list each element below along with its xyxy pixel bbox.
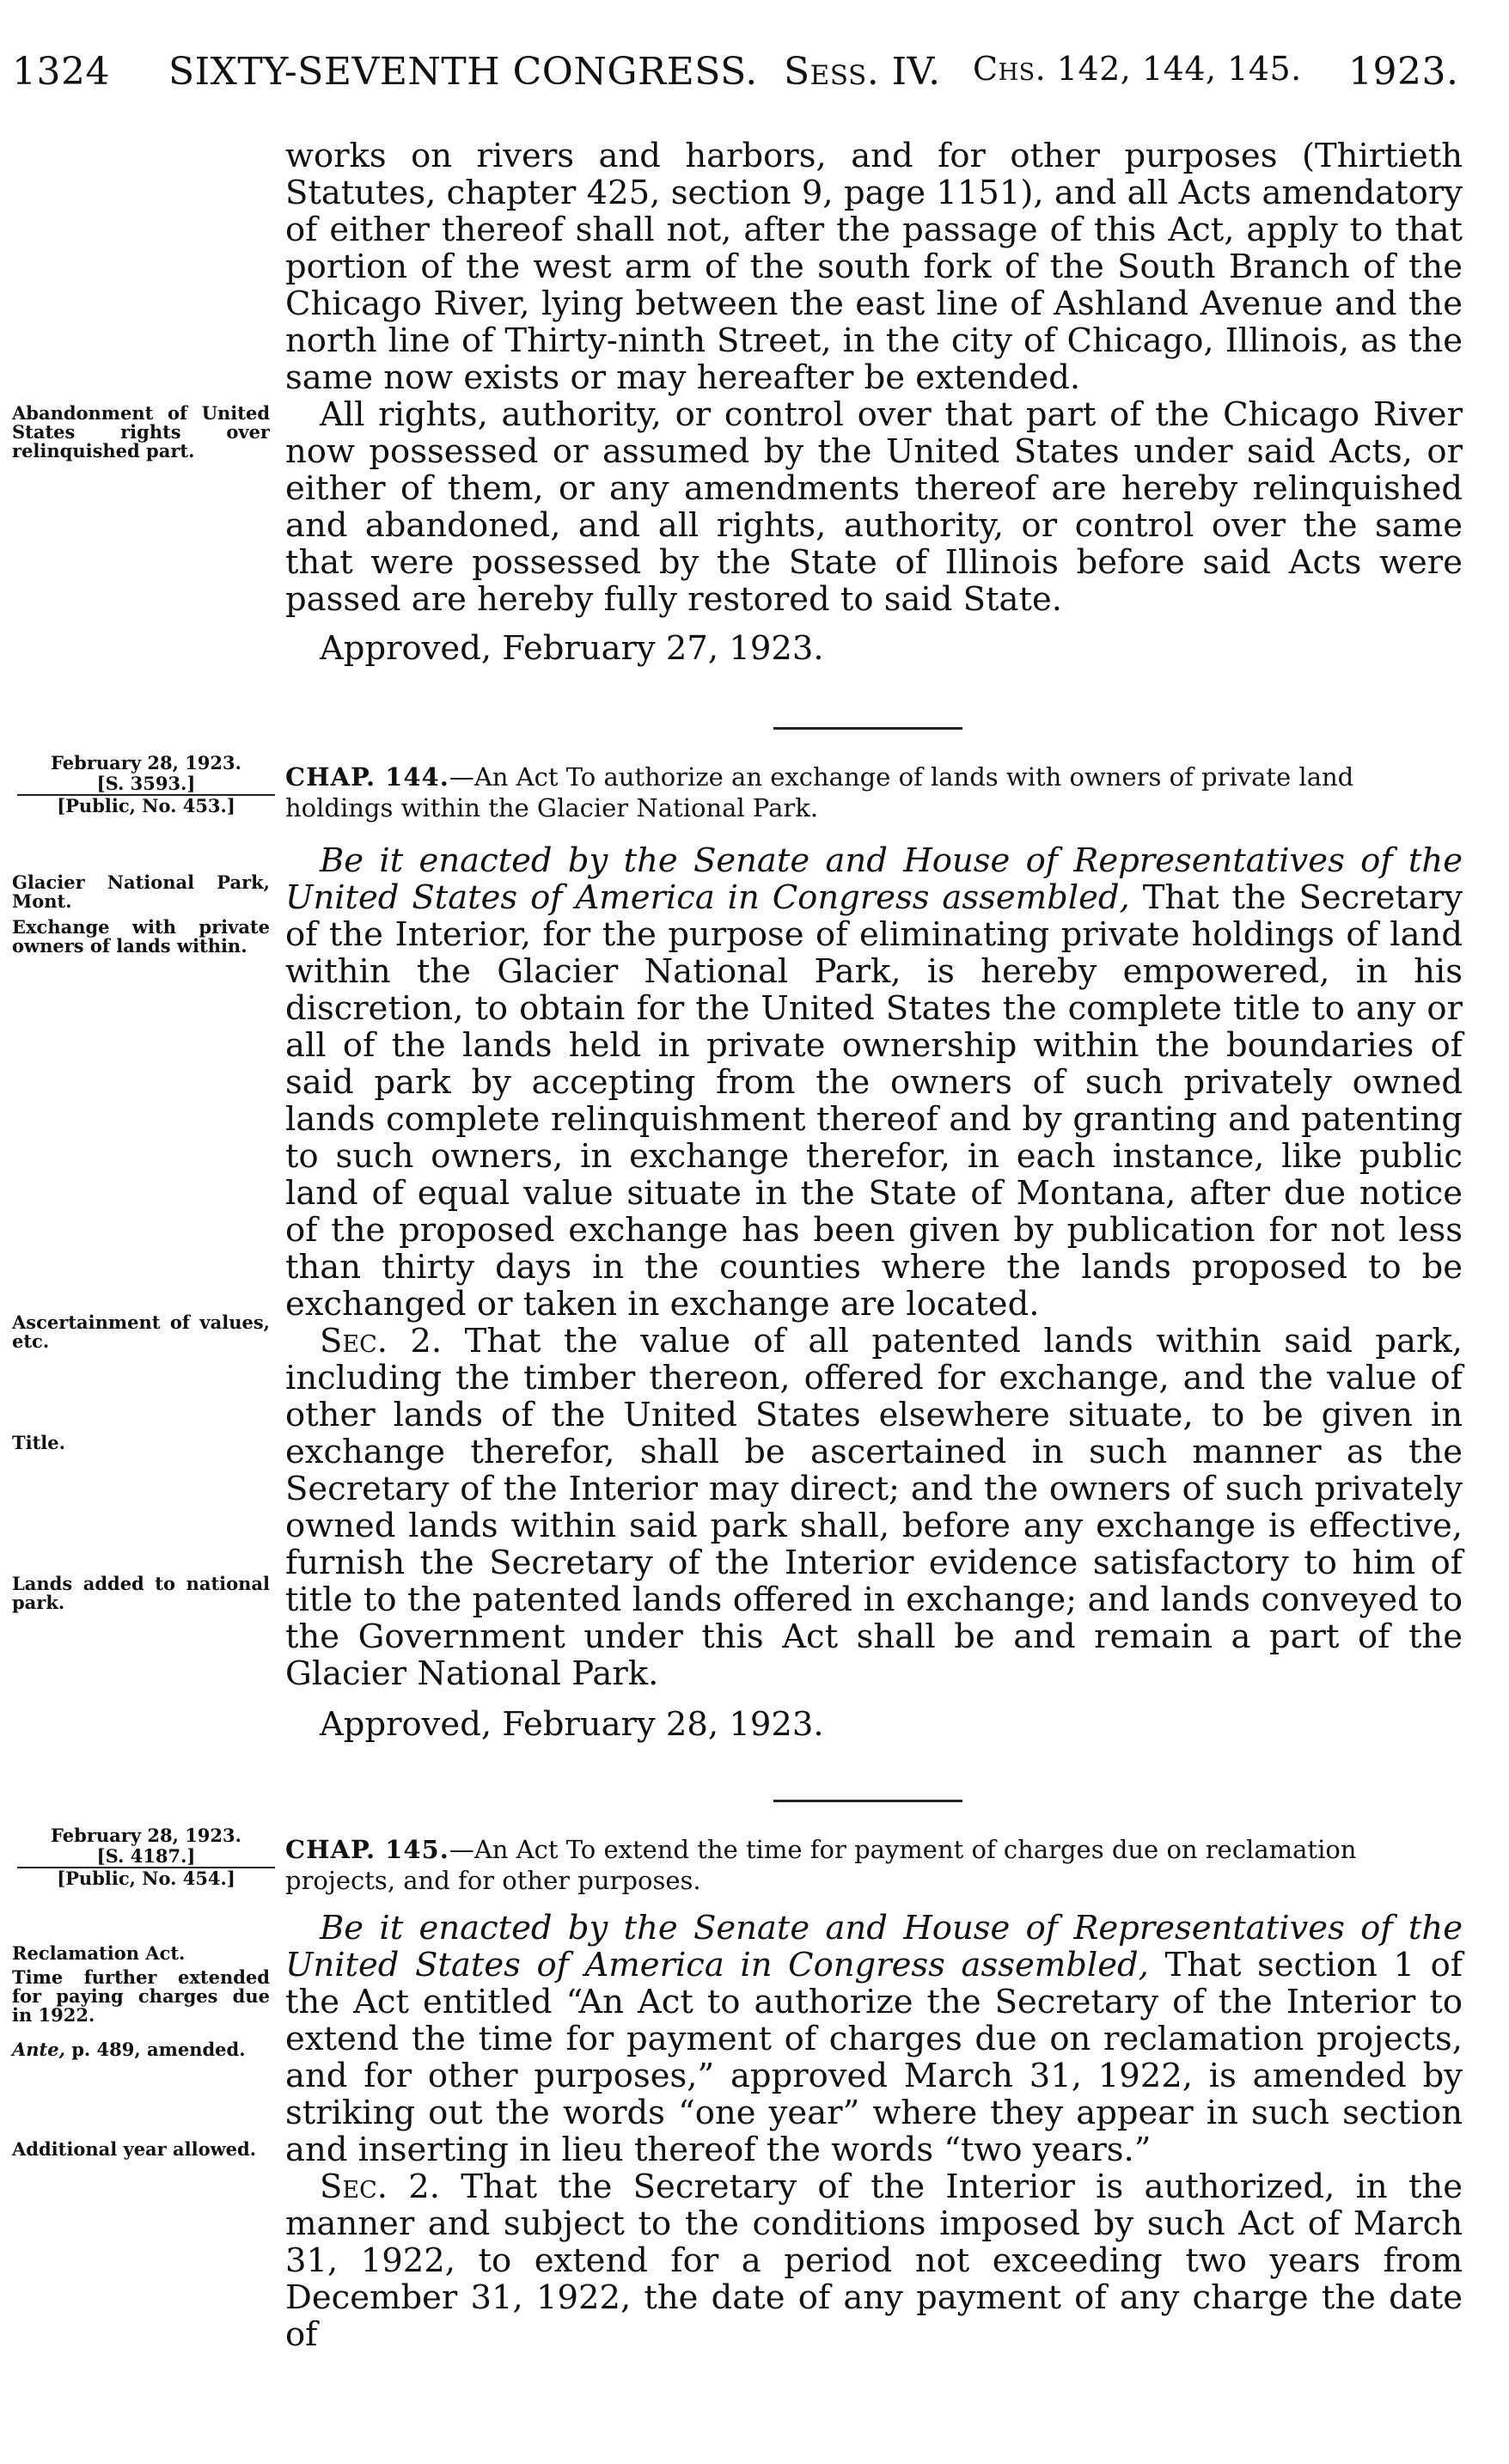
margin-ante-italic: Ante, [12,2039,65,2060]
chap144-sec2-label: Sec. 2. [320,1322,443,1360]
chap144-approved: Approved, February 28, 1923. [320,1705,824,1744]
chap145-sec2-label: Sec. 2. [320,2167,440,2206]
margin-time: Time further extended for paying charges due in 1922. [12,1966,270,2026]
chap144-date: February 28, 1923. [51,752,241,773]
chap145-sec2: That the Secretary of the Interior is authorized, in the manner and subject to the conditions imposed by such Act of March 31, 1922, to extend for a period not exceeding two years from December 31, 1922, the date of any payment of any charge the date of [285,2167,1463,2354]
chap144-sec2: That the value of all patented lands within said park, including the timber thereon, offered for exchange, and the value of other lands of the United States elsewhere situate, to be given in exchange therefor, shall be ascertained in such manner as the Secretary of the Interior may direct; and the owners of such privately owned lands within said park shall, before any exchange is effective, furnish the Secretary of the Interior evidence satisfactory to him of title to the patented lands offered in exchange; and lands conveyed to the Government under this Act shall be and remain a part of the Glacier National Park. [285,1322,1463,1693]
chap145-title [285,1834,1463,1896]
chap145-title-text: —An Act To extend the time for payment of charges due on reclamation projects, and for other purposes. [285,1835,1357,1895]
page-number: 1324 [12,50,110,94]
session-label: Sess. IV. [784,50,941,94]
margin-title: Title. [12,1432,65,1453]
margin-exchange: Exchange with private owners of lands within. [12,916,270,957]
chap145-date: February 28, 1923. [51,1825,241,1846]
chap144-title-text: —An Act To authorize an exchange of lands with owners of private land holdings within the Glacier National Park. [285,762,1354,822]
chapters-label: Chs. 142, 144, 145. [973,50,1302,88]
chap144-bill: [S. 3593.] [17,773,275,796]
margin-additional: Additional year allowed. [12,2138,257,2160]
chap144-title [285,761,1463,823]
margin-abandonment: Abandonment of United States rights over relinquished part. [12,402,270,462]
margin-ante [12,2040,270,2059]
section-divider-2 [773,1800,962,1802]
chap144-sec1: That the Secretary of the Interior, for the purpose of eliminating private holdings of land within the Glacier National Park, is hereby empowered, in his discretion, to obtain for the United States the complete title to any or all of the lands held in private ownership within the boundaries of said park by accepting from the owners of such privately owned lands complete relinquishment thereof and by granting and patenting to such owners, in exchange therefor, in each instance, like public land of equal value situate in the State of Montana, after due notice of the proposed exchange has been given by publication for not less than thirty days in the counties where the lands proposed to be exchanged or taken in exchange are located. [285,878,1463,1324]
chap145-body [285,1910,1463,2353]
chap145-public: [Public, No. 454.] [57,1868,235,1889]
chap145-label: CHAP. 145. [285,1835,449,1864]
section-divider [773,727,962,730]
margin-values: Ascertainment of values, etc. [12,1311,270,1352]
chap144-public: [Public, No. 453.] [57,795,235,816]
chap145-info-box [17,1825,275,1889]
chap144-info-box [17,753,275,816]
margin-glacier: Glacier National Park, Mont. [12,871,270,912]
congress-title: SIXTY-SEVENTH CONGRESS. [168,50,758,94]
chap142-body [285,138,1463,618]
margin-ante-text: p. 489, amended. [71,2039,246,2060]
chap144-enacting: Be it enacted by the Senate and House of Representatives of the United States of America in Congress assembled, [285,841,1463,917]
chap145-enacting: Be it enacted by the Senate and House of Representatives of the United States of America in Congress assembled, [285,1909,1463,1984]
chap144-body [285,842,1463,1692]
chap145-bill: [S. 4187.] [17,1846,275,1868]
year-label: 1923. [1348,50,1459,94]
chap142-para1: works on rivers and harbors, and for other purposes (Thirtieth Statutes, chapter 425, section 9, page 1151), and all Acts amendatory of either thereof shall not, after the passage of this Act, apply to that portion of the west arm of the south fork of the South Branch of the Chicago River, lying between the east line of Ashland Avenue and the north line of Thirty-ninth Street, in the city of Chicago, Illinois, as the same now exists or may hereafter be extended. [285,137,1463,397]
chap142-approved: Approved, February 27, 1923. [320,629,824,668]
margin-lands: Lands added to national park. [12,1573,270,1613]
chap142-para2: All rights, authority, or control over that part of the Chicago River now possessed or assumed by the United States under said Acts, or either of them, or any amendments thereof are hereby relinquished and abandoned, and all rights, authority, or control over the same that were possessed by the State of Illinois before said Acts were passed are hereby fully restored to said State. [285,395,1463,619]
chap145-sec1: That section 1 of the Act entitled “An Act to authorize the Secretary of the Interior to extend the time for payment of charges due on reclamation projects, and for other purposes,” approved March 31, 1922, is amended by striking out the words “one year” where they appear in such section and inserting in lieu thereof the words “two years.” [285,1946,1463,2169]
margin-reclamation: Reclamation Act. [12,1942,186,1964]
chap144-label: CHAP. 144. [285,762,449,792]
